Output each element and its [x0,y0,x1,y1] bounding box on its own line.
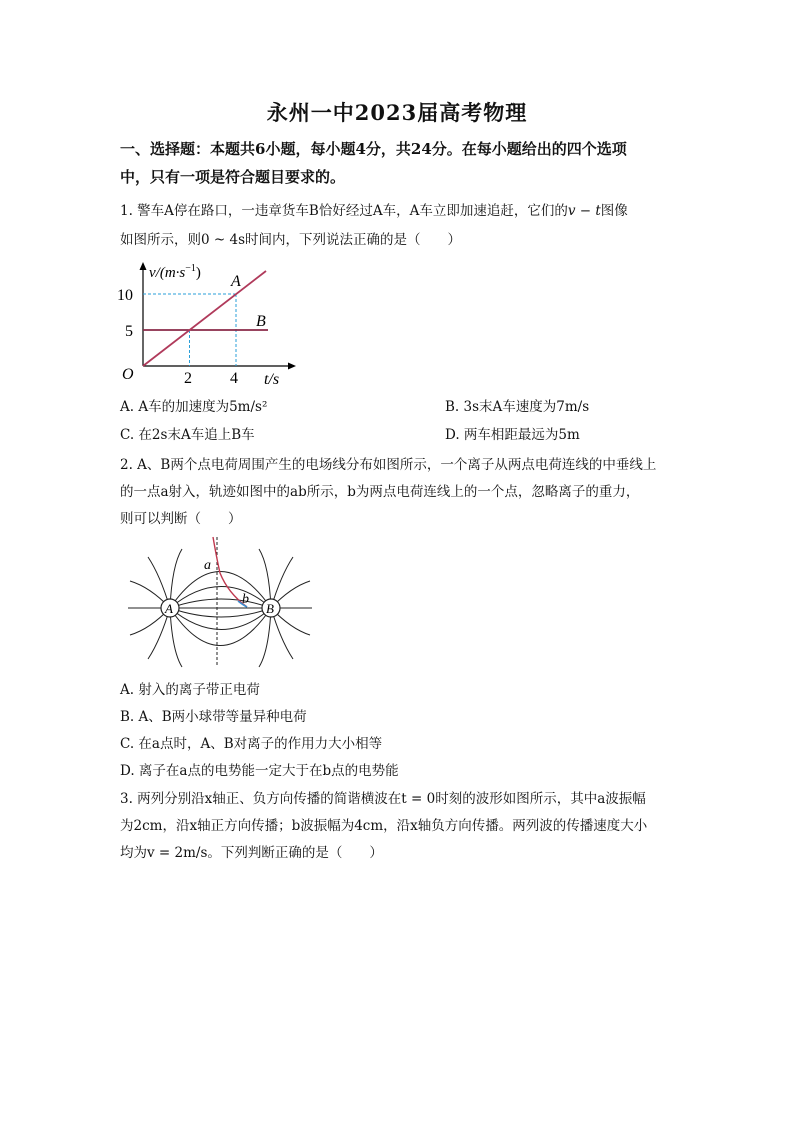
q2-line1: 2. A、B两个点电荷周围产生的电场线分布如图所示，一个离子从两点电荷连线的中垂线上 [120,457,657,473]
q2-point-b: b [242,592,249,607]
q1-vt-graph [112,258,302,390]
q1-line-a [143,271,266,366]
q2-line3: 则可以判断（ ） [120,511,242,527]
q1-time-range: 0 ~ 4s [201,232,246,248]
q2-option-a: A. 射入的离子带正电荷 [120,682,260,698]
q2-point-a: a [204,558,211,573]
q1-label-b: B [256,313,266,330]
q2-option-b: B. A、B两小球带等量异种电荷 [120,709,307,725]
q1-origin: O [122,366,134,383]
q1-line2 [120,227,680,254]
q1-option-b: B. 3s末A车速度为7m/s [445,399,590,415]
q1-xtick-4: 4 [230,370,238,387]
q3-line2: 为2cm，沿x轴正方向传播；b波振幅为4cm，沿x轴负方向传播。两列波的传播速度大小 [120,818,648,834]
q2-option-d: D. 离子在a点的电势能一定大于在b点的电势能 [120,763,399,779]
q1-ytick-5: 5 [125,323,133,340]
q2-line2: 的一点a射入，轨迹如图中的ab所示，b为两点电荷连线上的一个点，忽略离子的重力， [120,484,640,500]
q3-line1: 3. 两列分别沿x轴正、负方向传播的简谐横波在t = 0时刻的波形如图所示，其中a波振幅 [120,791,646,807]
page-title: 永州一中2023届高考物理 [266,100,528,125]
section-heading-line1: 一、选择题：本题共6小题，每小题4分，共24分。在每小题给出的四个选项 [120,140,627,158]
q2-label-a: A [165,601,173,616]
q1-option-a: A. A车的加速度为5m/s² [120,399,268,415]
q3-line3: 均为v = 2m/s。下列判断正确的是（ ） [120,845,383,861]
q1-vt-symbol: v − t [567,203,601,219]
q1-option-c: C. 在2s末A车追上B车 [120,427,255,443]
q1-label-a: A [231,273,241,290]
q1-x-axis-label: t/s [264,371,280,388]
q1-y-arrow-icon [140,262,147,270]
q1-line2-end: 时间内，下列说法正确的是（ ） [245,232,462,248]
q2-option-c: C. 在a点时，A、B对离子的作用力大小相等 [120,736,383,752]
q1-line2-text: 如图所示，则 [120,232,201,248]
q1-line1-text: 1. 警车A停在路口，一违章货车B恰好经过A车，A车立即加速追赶，它们的 [120,203,568,219]
q1-line1 [120,198,680,225]
q2-label-b: B [266,601,274,616]
q1-option-d: D. 两车相距最远为5m [445,427,580,443]
q1-line1-end: 图像 [600,203,628,219]
q1-ytick-10: 10 [117,287,133,304]
section-heading-line2: 中，只有一项是符合题目要求的。 [120,168,346,186]
q1-y-axis-label: $v/(m\cdot s^{-1})$ [149,263,201,281]
q1-xtick-2: 2 [184,370,192,387]
q1-x-arrow-icon [288,363,296,370]
q2-field-figure [120,535,320,670]
